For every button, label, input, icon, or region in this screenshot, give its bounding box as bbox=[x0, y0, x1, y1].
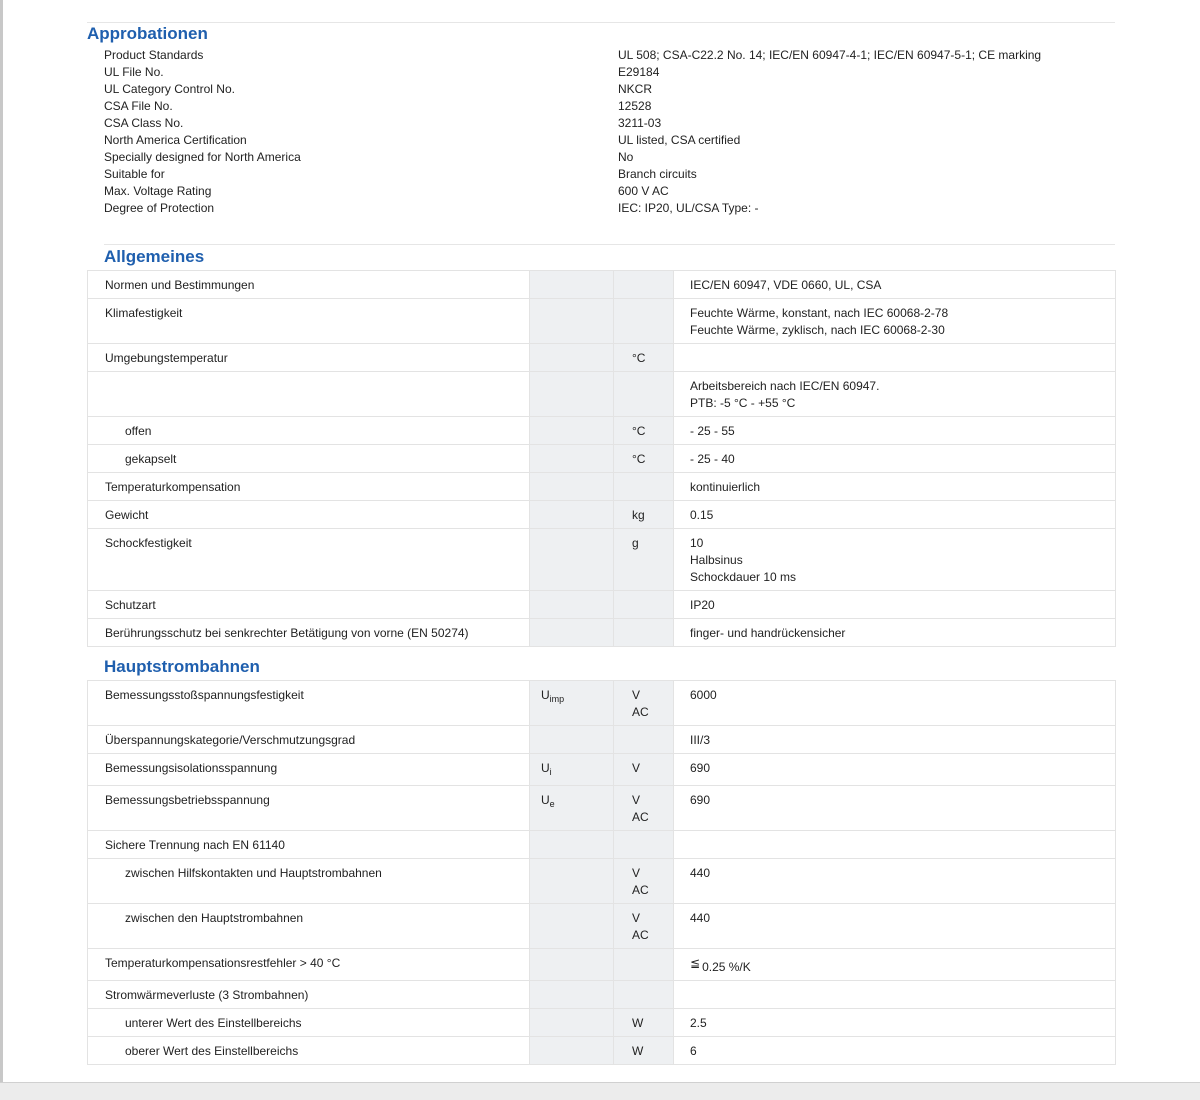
spec-label: Sichere Trennung nach EN 61140 bbox=[88, 831, 530, 859]
approbation-label: Product Standards bbox=[104, 48, 204, 62]
approbation-label: Degree of Protection bbox=[104, 201, 215, 215]
approbation-value: No bbox=[618, 150, 634, 164]
spec-symbol bbox=[530, 473, 614, 501]
spec-symbol bbox=[530, 981, 614, 1009]
spec-label: gekapselt bbox=[88, 445, 530, 473]
spec-value: - 25 - 40 bbox=[674, 445, 1116, 473]
spec-value: finger- und handrückensicher bbox=[674, 619, 1116, 647]
approbation-value: NKCR bbox=[618, 82, 653, 96]
spec-symbol bbox=[530, 831, 614, 859]
approbation-row bbox=[104, 81, 1104, 98]
spec-label: Gewicht bbox=[88, 501, 530, 529]
spec-label: zwischen den Hauptstrombahnen bbox=[88, 904, 530, 949]
spec-unit: kg bbox=[614, 501, 674, 529]
spec-symbol bbox=[530, 299, 614, 344]
spec-symbol bbox=[530, 859, 614, 904]
spec-symbol bbox=[530, 417, 614, 445]
table-row bbox=[88, 299, 1116, 344]
table-row bbox=[88, 1037, 1116, 1065]
approbation-value: 600 V AC bbox=[618, 184, 669, 198]
approbation-row bbox=[104, 132, 1104, 149]
spec-symbol bbox=[530, 786, 614, 831]
spec-symbol bbox=[530, 726, 614, 754]
approbation-row bbox=[104, 64, 1104, 81]
spec-label: Temperaturkompensationsrestfehler > 40 °C bbox=[88, 949, 530, 981]
spec-value: Feuchte Wärme, konstant, nach IEC 60068-2-78 Feuchte Wärme, zyklisch, nach IEC 60068-2-30 bbox=[674, 299, 1116, 344]
approbationen-divider bbox=[104, 244, 1115, 245]
spec-label: Schutzart bbox=[88, 591, 530, 619]
spec-unit: °C bbox=[614, 445, 674, 473]
spec-label: offen bbox=[88, 417, 530, 445]
spec-unit: g bbox=[614, 529, 674, 591]
approbation-label: CSA Class No. bbox=[104, 116, 184, 130]
spec-value: 440 bbox=[674, 859, 1116, 904]
spec-value-text: 0.25 %/K bbox=[702, 960, 751, 974]
table-row bbox=[88, 473, 1116, 501]
spec-label: Bemessungsbetriebsspannung bbox=[88, 786, 530, 831]
spec-unit bbox=[614, 591, 674, 619]
table-row bbox=[88, 445, 1116, 473]
approbation-value: E29184 bbox=[618, 65, 660, 79]
spec-unit: V bbox=[614, 754, 674, 786]
top-divider bbox=[87, 22, 1115, 23]
spec-label: Berührungsschutz bei senkrechter Betätigung von vorne (EN 50274) bbox=[88, 619, 530, 647]
spec-symbol bbox=[530, 344, 614, 372]
less-or-equal-icon: ≦ bbox=[690, 956, 701, 970]
approbation-row bbox=[104, 200, 1104, 217]
spec-value: 2.5 bbox=[674, 1009, 1116, 1037]
table-row bbox=[88, 681, 1116, 726]
spec-symbol bbox=[530, 949, 614, 981]
symbol-base: U bbox=[541, 793, 550, 807]
spec-value bbox=[674, 831, 1116, 859]
table-row bbox=[88, 981, 1116, 1009]
table-row bbox=[88, 529, 1116, 591]
symbol-subscript: e bbox=[549, 799, 555, 809]
spec-symbol bbox=[530, 591, 614, 619]
spec-unit: W bbox=[614, 1037, 674, 1065]
spec-symbol bbox=[530, 1037, 614, 1065]
spec-value: IP20 bbox=[674, 591, 1116, 619]
spec-label: Schockfestigkeit bbox=[88, 529, 530, 591]
spec-value: Arbeitsbereich nach IEC/EN 60947. PTB: -5 °C - +55 °C bbox=[674, 372, 1116, 417]
spec-symbol bbox=[530, 372, 614, 417]
approbation-row bbox=[104, 166, 1104, 183]
hauptstrombahnen-table bbox=[87, 680, 1116, 1065]
spec-value bbox=[674, 981, 1116, 1009]
symbol-subscript: i bbox=[549, 767, 552, 777]
spec-unit bbox=[614, 981, 674, 1009]
spec-symbol bbox=[530, 501, 614, 529]
spec-symbol bbox=[530, 529, 614, 591]
spec-value: - 25 - 55 bbox=[674, 417, 1116, 445]
spec-unit bbox=[614, 949, 674, 981]
table-row bbox=[88, 417, 1116, 445]
spec-label: Umgebungstemperatur bbox=[88, 344, 530, 372]
spec-unit bbox=[614, 372, 674, 417]
spec-value bbox=[674, 344, 1116, 372]
spec-symbol bbox=[530, 271, 614, 299]
table-row bbox=[88, 754, 1116, 786]
approbation-label: Suitable for bbox=[104, 167, 165, 181]
table-row bbox=[88, 904, 1116, 949]
approbation-row bbox=[104, 183, 1104, 200]
symbol-subscript: imp bbox=[549, 694, 565, 704]
spec-unit bbox=[614, 473, 674, 501]
spec-unit bbox=[614, 726, 674, 754]
approbation-label: Specially designed for North America bbox=[104, 150, 301, 164]
spec-symbol bbox=[530, 681, 614, 726]
spec-value: kontinuierlich bbox=[674, 473, 1116, 501]
spec-unit: V AC bbox=[614, 786, 674, 831]
spec-value: III/3 bbox=[674, 726, 1116, 754]
approbation-value: Branch circuits bbox=[618, 167, 697, 181]
table-row bbox=[88, 831, 1116, 859]
table-row bbox=[88, 619, 1116, 647]
spec-label: Bemessungsstoßspannungsfestigkeit bbox=[88, 681, 530, 726]
approbation-label: CSA File No. bbox=[104, 99, 173, 113]
spec-label: oberer Wert des Einstellbereichs bbox=[88, 1037, 530, 1065]
window-bottom-scrollbar[interactable] bbox=[0, 1082, 1200, 1100]
spec-value: 10 Halbsinus Schockdauer 10 ms bbox=[674, 529, 1116, 591]
allgemeines-heading: Allgemeines bbox=[104, 247, 205, 266]
table-row bbox=[88, 344, 1116, 372]
approbation-value: 12528 bbox=[618, 99, 652, 113]
approbation-label: UL Category Control No. bbox=[104, 82, 235, 96]
spec-value: 690 bbox=[674, 754, 1116, 786]
spec-label bbox=[88, 372, 530, 417]
spec-label: Klimafestigkeit bbox=[88, 299, 530, 344]
spec-label: zwischen Hilfskontakten und Hauptstrombahnen bbox=[88, 859, 530, 904]
spec-value: 6 bbox=[674, 1037, 1116, 1065]
approbation-value: IEC: IP20, UL/CSA Type: - bbox=[618, 201, 759, 215]
spec-label: Temperaturkompensation bbox=[88, 473, 530, 501]
spec-symbol bbox=[530, 619, 614, 647]
spec-symbol bbox=[530, 445, 614, 473]
spec-label: Normen und Bestimmungen bbox=[88, 271, 530, 299]
table-row bbox=[88, 591, 1116, 619]
spec-value: 440 bbox=[674, 904, 1116, 949]
table-row bbox=[88, 949, 1116, 981]
spec-label: Bemessungsisolationsspannung bbox=[88, 754, 530, 786]
approbation-label: UL File No. bbox=[104, 65, 164, 79]
spec-symbol bbox=[530, 754, 614, 786]
approbationen-heading: Approbationen bbox=[87, 24, 208, 43]
approbation-row bbox=[104, 47, 1104, 64]
approbation-label: North America Certification bbox=[104, 133, 247, 147]
hauptstrombahnen-heading: Hauptstrombahnen bbox=[104, 657, 260, 676]
table-row bbox=[88, 271, 1116, 299]
spec-label: Stromwärmeverluste (3 Strombahnen) bbox=[88, 981, 530, 1009]
approbation-row bbox=[104, 115, 1104, 132]
table-row bbox=[88, 501, 1116, 529]
approbation-value: UL 508; CSA-C22.2 No. 14; IEC/EN 60947-4-1; IEC/EN 60947-5-1; CE marking bbox=[618, 48, 1042, 62]
table-row bbox=[88, 859, 1116, 904]
approbation-label: Max. Voltage Rating bbox=[104, 184, 212, 198]
table-row bbox=[88, 726, 1116, 754]
table-row bbox=[88, 786, 1116, 831]
spec-unit bbox=[614, 271, 674, 299]
spec-symbol bbox=[530, 1009, 614, 1037]
spec-label: Überspannungskategorie/Verschmutzungsgrad bbox=[88, 726, 530, 754]
spec-unit: V AC bbox=[614, 904, 674, 949]
spec-value: 6000 bbox=[674, 681, 1116, 726]
spec-unit: °C bbox=[614, 417, 674, 445]
spec-unit: W bbox=[614, 1009, 674, 1037]
approbation-row bbox=[104, 98, 1104, 115]
spec-unit: V AC bbox=[614, 859, 674, 904]
approbation-row bbox=[104, 149, 1104, 166]
approbation-value: UL listed, CSA certified bbox=[618, 133, 741, 147]
table-row bbox=[88, 372, 1116, 417]
spec-unit: V AC bbox=[614, 681, 674, 726]
spec-unit: °C bbox=[614, 344, 674, 372]
spec-value bbox=[674, 949, 1116, 981]
approbationen-list bbox=[104, 47, 1104, 217]
allgemeines-table bbox=[87, 270, 1116, 647]
spec-unit bbox=[614, 619, 674, 647]
spec-label: unterer Wert des Einstellbereichs bbox=[88, 1009, 530, 1037]
approbation-value: 3211-03 bbox=[618, 116, 662, 130]
spec-unit bbox=[614, 831, 674, 859]
table-row bbox=[88, 1009, 1116, 1037]
spec-value: IEC/EN 60947, VDE 0660, UL, CSA bbox=[674, 271, 1116, 299]
spec-value: 0.15 bbox=[674, 501, 1116, 529]
spec-unit bbox=[614, 299, 674, 344]
page-left-border bbox=[0, 0, 3, 1082]
symbol-base: U bbox=[541, 761, 550, 775]
spec-value: 690 bbox=[674, 786, 1116, 831]
spec-symbol bbox=[530, 904, 614, 949]
symbol-base: U bbox=[541, 688, 550, 702]
